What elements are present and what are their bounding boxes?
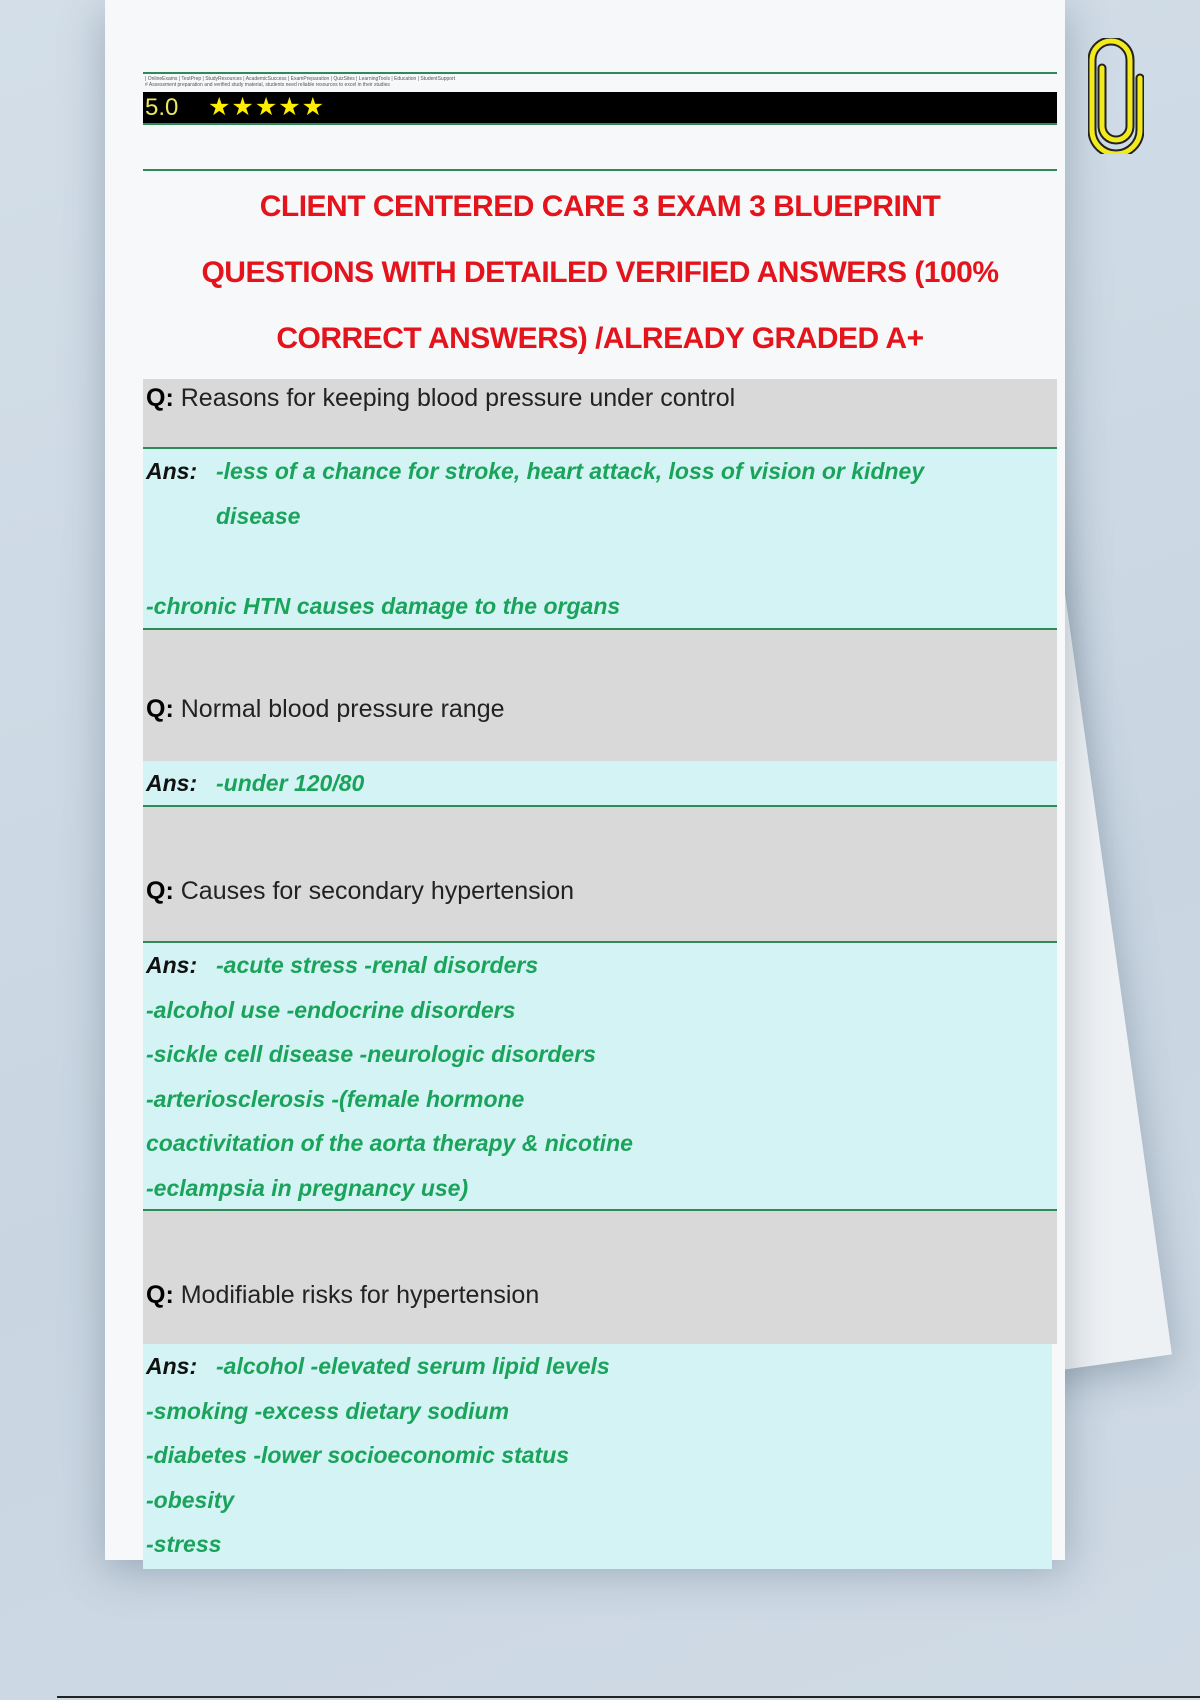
question-block xyxy=(143,807,1057,941)
rating-bar xyxy=(143,92,1057,125)
title-line: QUESTIONS WITH DETAILED VERIFIED ANSWERS (100% xyxy=(201,256,999,289)
answer-label: Ans: xyxy=(146,458,198,484)
answer-line: -under 120/80 xyxy=(216,770,365,796)
answer-label: Ans: xyxy=(146,1353,198,1379)
answer-line: -alcohol -elevated serum lipid levels xyxy=(216,1353,610,1379)
answer-line: disease xyxy=(216,502,301,529)
answer-block xyxy=(143,761,1057,807)
question-text: Reasons for keeping blood pressure under control xyxy=(180,384,736,412)
paperclip-icon xyxy=(1088,38,1144,154)
answer-line: -acute stress -renal disorders xyxy=(216,952,539,978)
title-line: CLIENT CENTERED CARE 3 EXAM 3 BLUEPRINT xyxy=(259,190,941,223)
answer-line: -alcohol use -endocrine disorders xyxy=(146,996,516,1023)
question-text: Modifiable risks for hypertension xyxy=(180,1281,540,1309)
answer-line: -obesity xyxy=(146,1486,235,1513)
page-title xyxy=(103,174,1097,372)
answer-block xyxy=(143,447,1057,628)
question-block xyxy=(143,379,1057,447)
header-note-line: # Assessment preparation and verified study material, students need reliable resources to excel in their studies xyxy=(145,82,390,88)
divider xyxy=(143,72,1057,74)
question-label: Q: xyxy=(146,1281,174,1309)
answer-line: -diabetes -lower socioeconomic status xyxy=(146,1442,570,1468)
question-label: Q: xyxy=(146,695,174,723)
divider xyxy=(143,169,1057,171)
answer-line: -eclampsia in pregnancy use) xyxy=(146,1174,469,1201)
answer-line: -chronic HTN causes damage to the organs xyxy=(146,593,621,619)
answer-line: -arteriosclerosis -(female hormone xyxy=(146,1085,525,1112)
question-text: Normal blood pressure range xyxy=(180,695,505,723)
answer-block xyxy=(143,941,1057,1211)
answer-line: -stress xyxy=(146,1531,222,1557)
bottom-rule xyxy=(57,1696,1200,1698)
title-line: CORRECT ANSWERS) /ALREADY GRADED A+ xyxy=(276,322,924,355)
answer-line: -smoking -excess dietary sodium xyxy=(146,1397,510,1424)
question-block xyxy=(143,1211,1057,1344)
rating-score: 5.0 xyxy=(145,94,179,121)
answer-line: -sickle cell disease -neurologic disorders xyxy=(146,1041,596,1067)
rating-stars-icon: ★★★★★ xyxy=(208,93,326,121)
question-label: Q: xyxy=(146,877,174,905)
question-text: Causes for secondary hypertension xyxy=(180,877,575,905)
header-links xyxy=(145,76,455,88)
question-label: Q: xyxy=(146,384,174,412)
answer-label: Ans: xyxy=(146,770,198,796)
answer-label: Ans: xyxy=(146,952,198,978)
answer-block xyxy=(143,1344,1052,1569)
answer-line: coactivitation of the aorta therapy & nicotine xyxy=(146,1130,633,1156)
answer-line: -less of a chance for stroke, heart attack, loss of vision or kidney xyxy=(216,458,925,484)
header-links-line: | OnlineExams | TestPrep | StudyResources | AcademicSuccess | ExamPreparation | QuizSites | LearningTools | Education | StudentSupport xyxy=(145,76,456,82)
question-block xyxy=(143,628,1057,763)
